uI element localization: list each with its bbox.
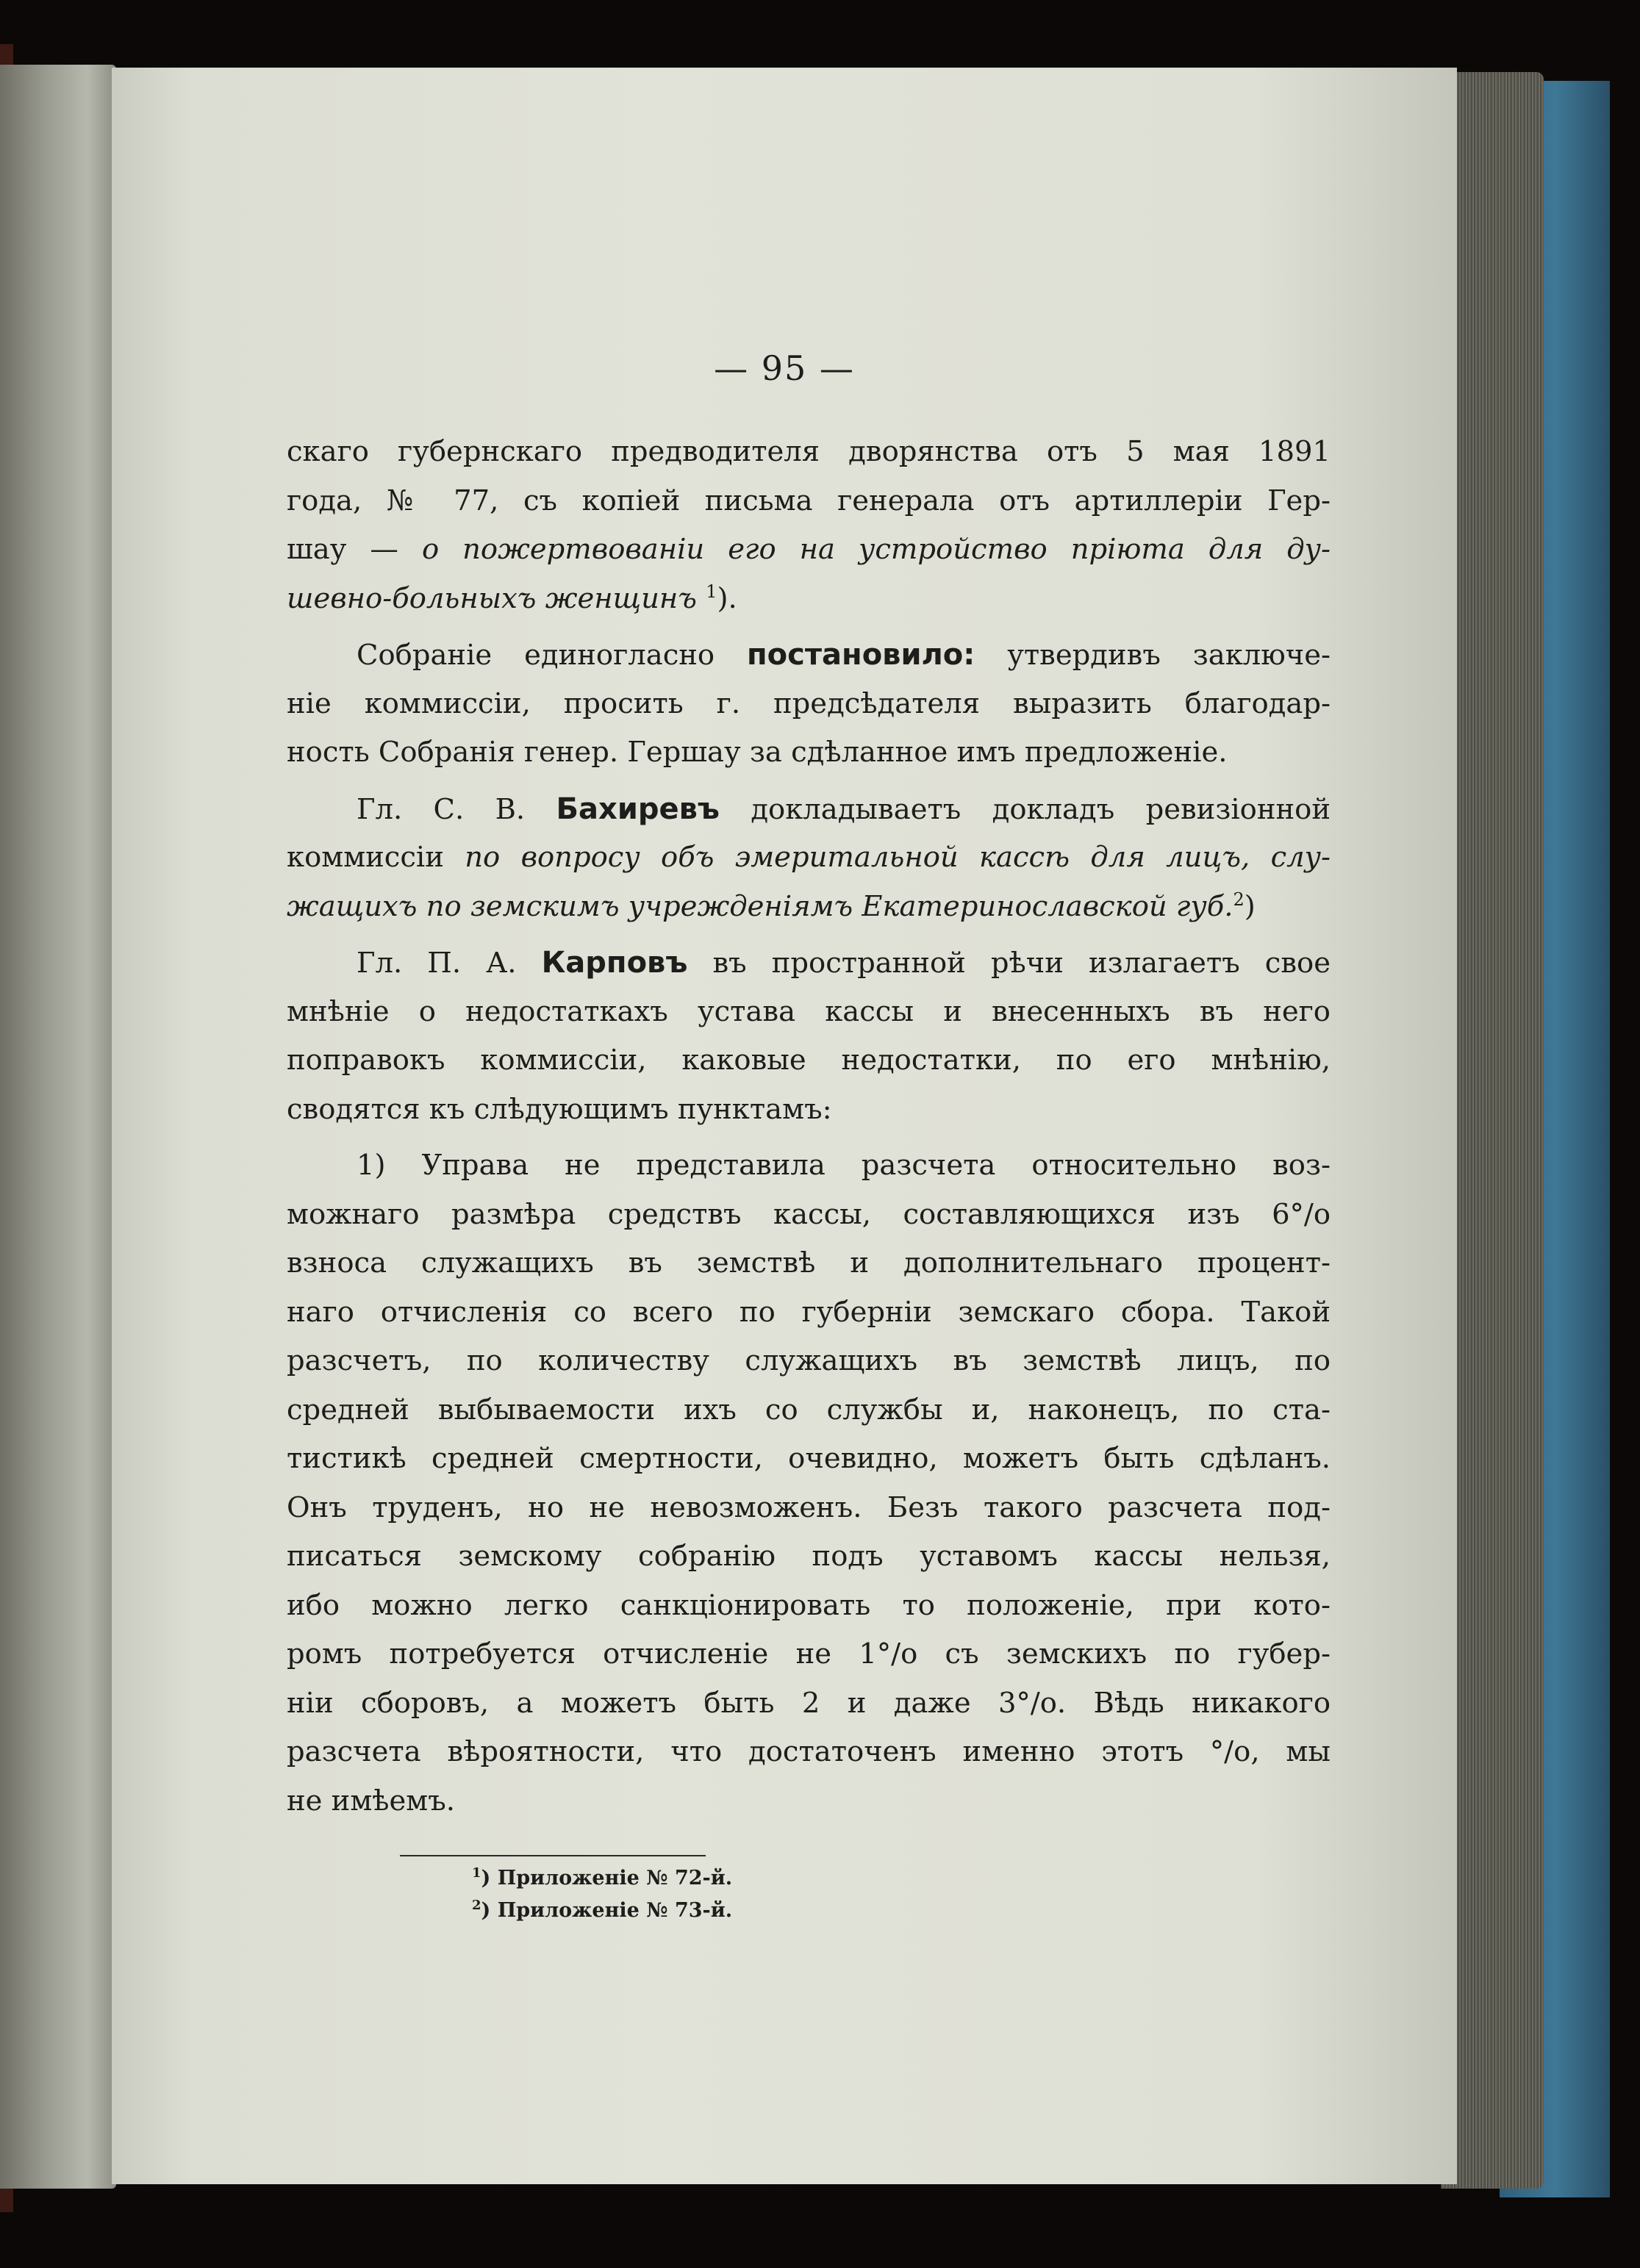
text-line (287, 1777, 1331, 1826)
text-span: скаго губернскаго предводителя дворянства отъ 5 мая 1891 (287, 435, 1331, 468)
italic-text: жащихъ по земскимъ учрежденіямъ Екатеринославской губ. (287, 889, 1233, 923)
paragraph-gap (287, 778, 1331, 785)
text-span: тистикѣ средней смертности, очевидно, можетъ быть сдѣланъ. (287, 1442, 1331, 1475)
paragraph-gap (287, 1134, 1331, 1141)
text-line (287, 1582, 1331, 1631)
text-span: ніе коммиссіи, просить г. предсѣдателя выразить благодар- (287, 686, 1331, 720)
footnote-number: 2 (472, 1898, 481, 1913)
footnote-text: ) Приложеніе № 73-й. (481, 1899, 733, 1922)
text-line (287, 1630, 1331, 1679)
text-span: наго отчисленія со всего по губерніи земскаго сбора. Такой (287, 1295, 1331, 1329)
text-line (287, 1679, 1331, 1729)
text-line (287, 680, 1331, 729)
text-line (287, 883, 1331, 932)
paragraph-gap (287, 623, 1331, 631)
text-line (287, 1036, 1331, 1085)
text-line (287, 1239, 1331, 1288)
footnote-rule (400, 1855, 706, 1856)
left-page-edge (0, 65, 116, 2189)
bold-text: Карповъ (541, 946, 688, 980)
text-line (287, 939, 1331, 988)
text-span: ) (1244, 889, 1256, 923)
text-line (287, 728, 1331, 778)
text-span: Собраніе единогласно (357, 639, 748, 672)
text-line (287, 631, 1331, 680)
text-span: средней выбываемости ихъ со службы и, наконецъ, по ста- (287, 1393, 1331, 1427)
page-number: — 95 — (714, 348, 855, 388)
text-line (287, 575, 1331, 624)
text-span: докладываетъ докладъ ревизіонной (719, 792, 1331, 826)
footnote (472, 1862, 732, 1895)
footnote-text: ) Приложеніе № 72-й. (481, 1867, 733, 1890)
italic-text: шевно-больныхъ женщинъ (287, 581, 697, 615)
text-span: ніи сборовъ, а можетъ быть 2 и даже 3°/о. Вѣдь никакого (287, 1686, 1331, 1720)
paragraph-gap (287, 931, 1331, 939)
text-span: Онъ труденъ, но не невозможенъ. Безъ такого разсчета под- (287, 1490, 1331, 1524)
text-line (287, 477, 1331, 526)
text-span: взноса служащихъ въ земствѣ и дополнительнаго процент- (287, 1246, 1331, 1280)
text-line (287, 1085, 1331, 1135)
text-span: утвердивъ заключе- (975, 639, 1331, 672)
text-span: мнѣніе о недостаткахъ устава кассы и внесенныхъ въ него (287, 994, 1331, 1028)
text-span: Гл. П. А. (357, 947, 542, 980)
text-span: ромъ потребуется отчисленіе не 1°/о съ земскихъ по губер- (287, 1637, 1331, 1671)
text-line (287, 428, 1331, 477)
body-text (287, 428, 1331, 1833)
text-span (697, 582, 706, 615)
text-span: разсчета вѣроятности, что достаточенъ именно этотъ °/о, мы (287, 1735, 1331, 1768)
text-line (287, 1288, 1331, 1338)
paragraph-gap (287, 1826, 1331, 1833)
text-span: можнаго размѣра средствъ кассы, составляющихся изъ 6°/о (287, 1197, 1331, 1231)
footnote (472, 1895, 732, 1927)
text-span: 1) Управа не представила разсчета относительно воз- (357, 1149, 1331, 1182)
text-span: ность Собранія генер. Гершау за сдѣланное имъ предложеніе. (287, 736, 1228, 769)
text-span: шау — (287, 533, 422, 566)
text-span: года, № 77, съ копіей письма генерала отъ артиллеріи Гер- (287, 484, 1331, 517)
book-page (112, 68, 1457, 2184)
text-span: ). (717, 581, 737, 615)
text-line (287, 1728, 1331, 1777)
text-line (287, 1337, 1331, 1386)
text-line (287, 1435, 1331, 1484)
text-span: ибо можно легко санкціонировать то положеніе, при кото- (287, 1588, 1331, 1622)
footnotes (472, 1862, 732, 1927)
italic-text: о пожертвованіи его на устройство пріюта для ду- (421, 533, 1331, 566)
italic-text: по вопросу объ эмеритальной кассѣ для лицъ, слу- (465, 841, 1331, 874)
bold-text: Бахиревъ (556, 792, 720, 826)
text-span: писаться земскому собранію подъ уставомъ кассы нельзя, (287, 1540, 1331, 1573)
text-span: Гл. С. В. (357, 792, 556, 826)
text-line (287, 1532, 1331, 1582)
text-line (287, 1386, 1331, 1435)
text-line (287, 1484, 1331, 1533)
text-line (287, 1141, 1331, 1191)
text-line (287, 1191, 1331, 1240)
text-span: поправокъ коммиссіи, каковые недостатки, по его мнѣнію, (287, 1044, 1331, 1077)
text-line (287, 833, 1331, 883)
text-span: сводятся къ слѣдующимъ пунктамъ: (287, 1092, 832, 1126)
text-span: разсчетъ, по количеству служащихъ въ земствѣ лицъ, по (287, 1344, 1331, 1377)
footnote-mark: 2 (1233, 889, 1245, 910)
text-span: въ пространной рѣчи излагаетъ свое (687, 947, 1331, 980)
text-span: не имѣемъ. (287, 1784, 455, 1817)
footnote-number: 1 (472, 1865, 481, 1881)
text-line (287, 988, 1331, 1037)
text-line (287, 525, 1331, 575)
footnote-mark: 1 (706, 581, 717, 602)
bold-text: постановило: (747, 638, 975, 672)
text-span: коммиссіи (287, 841, 465, 874)
text-line (287, 785, 1331, 834)
